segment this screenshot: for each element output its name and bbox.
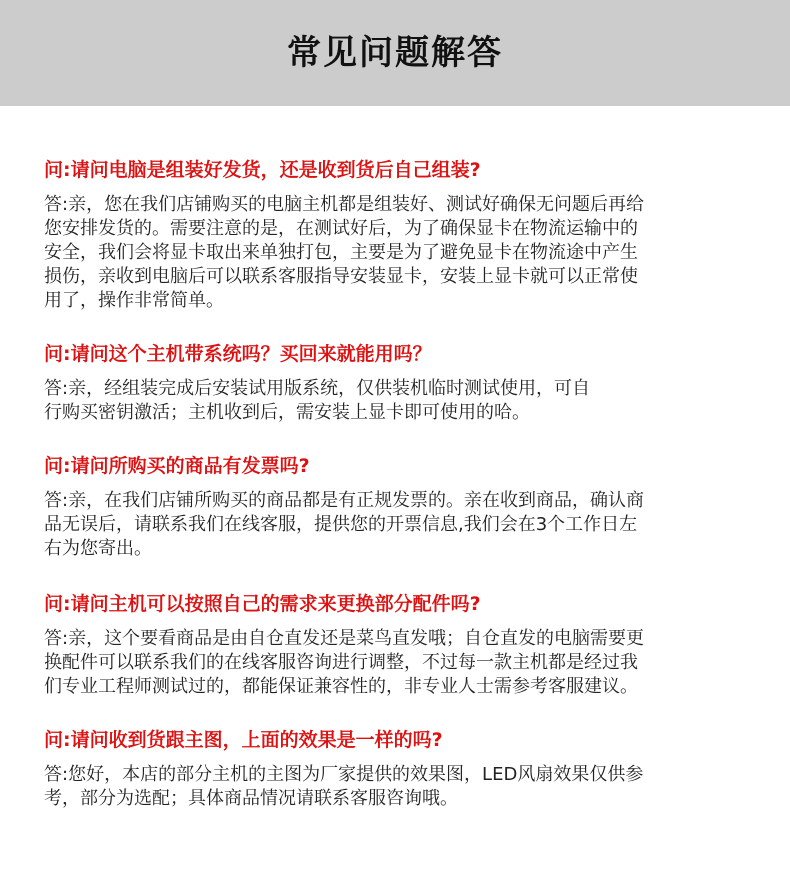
- faq-question-5: 问:请问收到货跟主图，上面的效果是一样的吗?: [44, 729, 443, 751]
- faq-answer-line: 答:亲，在我们店铺所购买的商品都是有正规发票的。亲在收到商品，确认商: [44, 490, 645, 511]
- faq-question-1: 问:请问电脑是组装好发货，还是收到货后自己组装?: [44, 159, 481, 181]
- faq-answer-line: 损伤，亲收到电脑后可以联系客服指导安装显卡，安装上显卡就可以正常使: [44, 266, 638, 287]
- faq-list: [0, 106, 790, 882]
- faq-answer-line: 们专业工程师测试过的，都能保证兼容性的，非专业人士需参考客服建议。: [44, 676, 638, 697]
- faq-answer-2: [44, 377, 744, 425]
- faq-question-3: 问:请问所购买的商品有发票吗?: [44, 455, 310, 477]
- faq-answer-line: 答:亲，这个要看商品是由自仓直发还是菜鸟直发哦；自仓直发的电脑需要更: [44, 628, 645, 649]
- faq-question-4: 问:请问主机可以按照自己的需求来更换部分配件吗?: [44, 593, 481, 615]
- faq-answer-line: 您安排发货的。需要注意的是，在测试好后，为了确保显卡在物流运输中的: [44, 218, 638, 239]
- faq-item-5: [44, 727, 754, 811]
- faq-answer-line: 用了，操作非常简单。: [44, 290, 224, 311]
- faq-question-2: 问:请问这个主机带系统吗？买回来就能用吗？: [44, 343, 432, 365]
- faq-item-3: [44, 453, 754, 561]
- page-header: [0, 0, 790, 106]
- faq-answer-line: 答:亲，经组装完成后安装试用版系统，仅供装机临时测试使用，可自: [44, 378, 591, 399]
- faq-item-2: [44, 341, 754, 425]
- faq-answer-line: 行购买密钥激活；主机收到后，需安装上显卡即可使用的哈。: [44, 402, 530, 423]
- faq-item-1: [44, 157, 754, 313]
- faq-item-4: [44, 591, 754, 699]
- faq-answer-3: [44, 489, 744, 561]
- page-title: 常见问题解答: [287, 33, 503, 73]
- faq-answer-line: 右为您寄出。: [44, 538, 152, 559]
- faq-answer-line: 答:您好，本店的部分主机的主图为厂家提供的效果图，LED风扇效果仅供参: [44, 764, 644, 785]
- faq-answer-5: [44, 763, 744, 811]
- faq-answer-line: 安全，我们会将显卡取出来单独打包，主要是为了避免显卡在物流途中产生: [44, 242, 638, 263]
- faq-answer-1: [44, 193, 744, 313]
- faq-answer-4: [44, 627, 744, 699]
- faq-answer-line: 品无误后，请联系我们在线客服，提供您的开票信息,我们会在3个工作日左: [44, 514, 638, 535]
- faq-answer-line: 考，部分为选配；具体商品情况请联系客服咨询哦。: [44, 788, 458, 809]
- faq-answer-line: 答:亲，您在我们店铺购买的电脑主机都是组装好、测试好确保无问题后再给: [44, 194, 645, 215]
- faq-answer-line: 换配件可以联系我们的在线客服咨询进行调整，不过每一款主机都是经过我: [44, 652, 638, 673]
